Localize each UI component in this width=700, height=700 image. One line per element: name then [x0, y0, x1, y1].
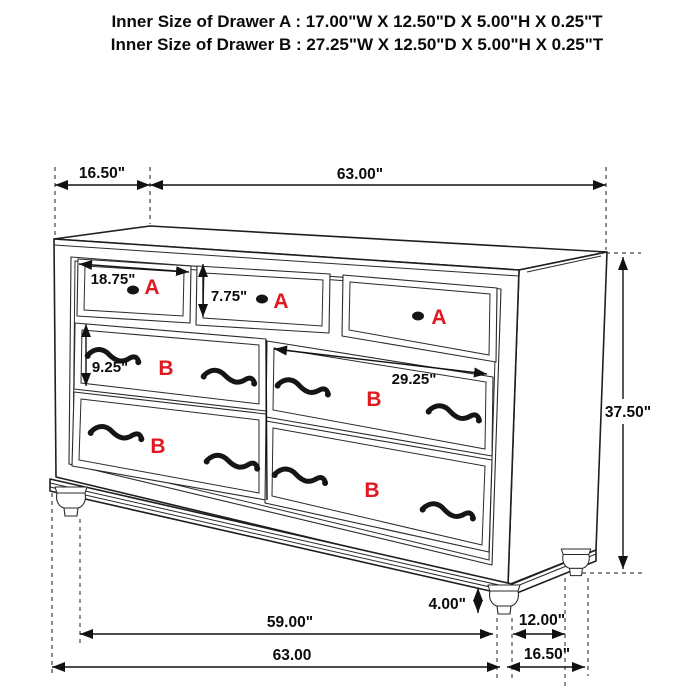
dim-top-depth-label: 16.50" — [78, 165, 126, 182]
dim-side-feet-span-label: 12.00" — [518, 612, 566, 629]
drawer-b1-label: B — [158, 357, 174, 380]
bun-foot-front-left — [55, 487, 87, 516]
drawer-knob-icon — [256, 295, 268, 304]
dim-foot-height-label: 4.00" — [428, 596, 466, 613]
dim-height-label: 37.50" — [604, 404, 652, 421]
drawer-knob-icon — [412, 312, 424, 321]
header — [111, 12, 604, 54]
dim-drawer-b-width-label: 29.25" — [391, 371, 437, 388]
drawer-column-divider — [266, 340, 267, 500]
drawer-a3-label: A — [431, 306, 447, 329]
drawer-b4-label: B — [364, 479, 380, 502]
drawer-a1-label: A — [144, 276, 160, 299]
dim-bottom-width-label: 63.00 — [272, 647, 312, 664]
dim-front-feet-span-label: 59.00" — [266, 614, 314, 631]
dim-drawer-a-width-label: 18.75" — [90, 271, 136, 288]
dim-drawer-b-height-label: 9.25" — [91, 359, 129, 376]
dresser-side-panel — [508, 252, 607, 585]
inner-size-drawer-a-text: Inner Size of Drawer A : 17.00"W X 12.50"D X 5.00"H X 0.25"T — [111, 12, 603, 31]
drawer-b2-label: B — [150, 435, 166, 458]
dim-bottom-depth-label: 16.50" — [523, 646, 571, 663]
drawer-b3-label: B — [366, 388, 382, 411]
drawer-a2-label: A — [273, 290, 289, 313]
bun-foot-front-right — [488, 585, 520, 614]
inner-size-drawer-b-text: Inner Size of Drawer B : 27.25"W X 12.50"D X 5.00"H X 0.25"T — [110, 35, 604, 54]
dim-top-width-label: 63.00" — [336, 166, 384, 183]
dim-drawer-a-height-label: 7.75" — [210, 288, 248, 305]
